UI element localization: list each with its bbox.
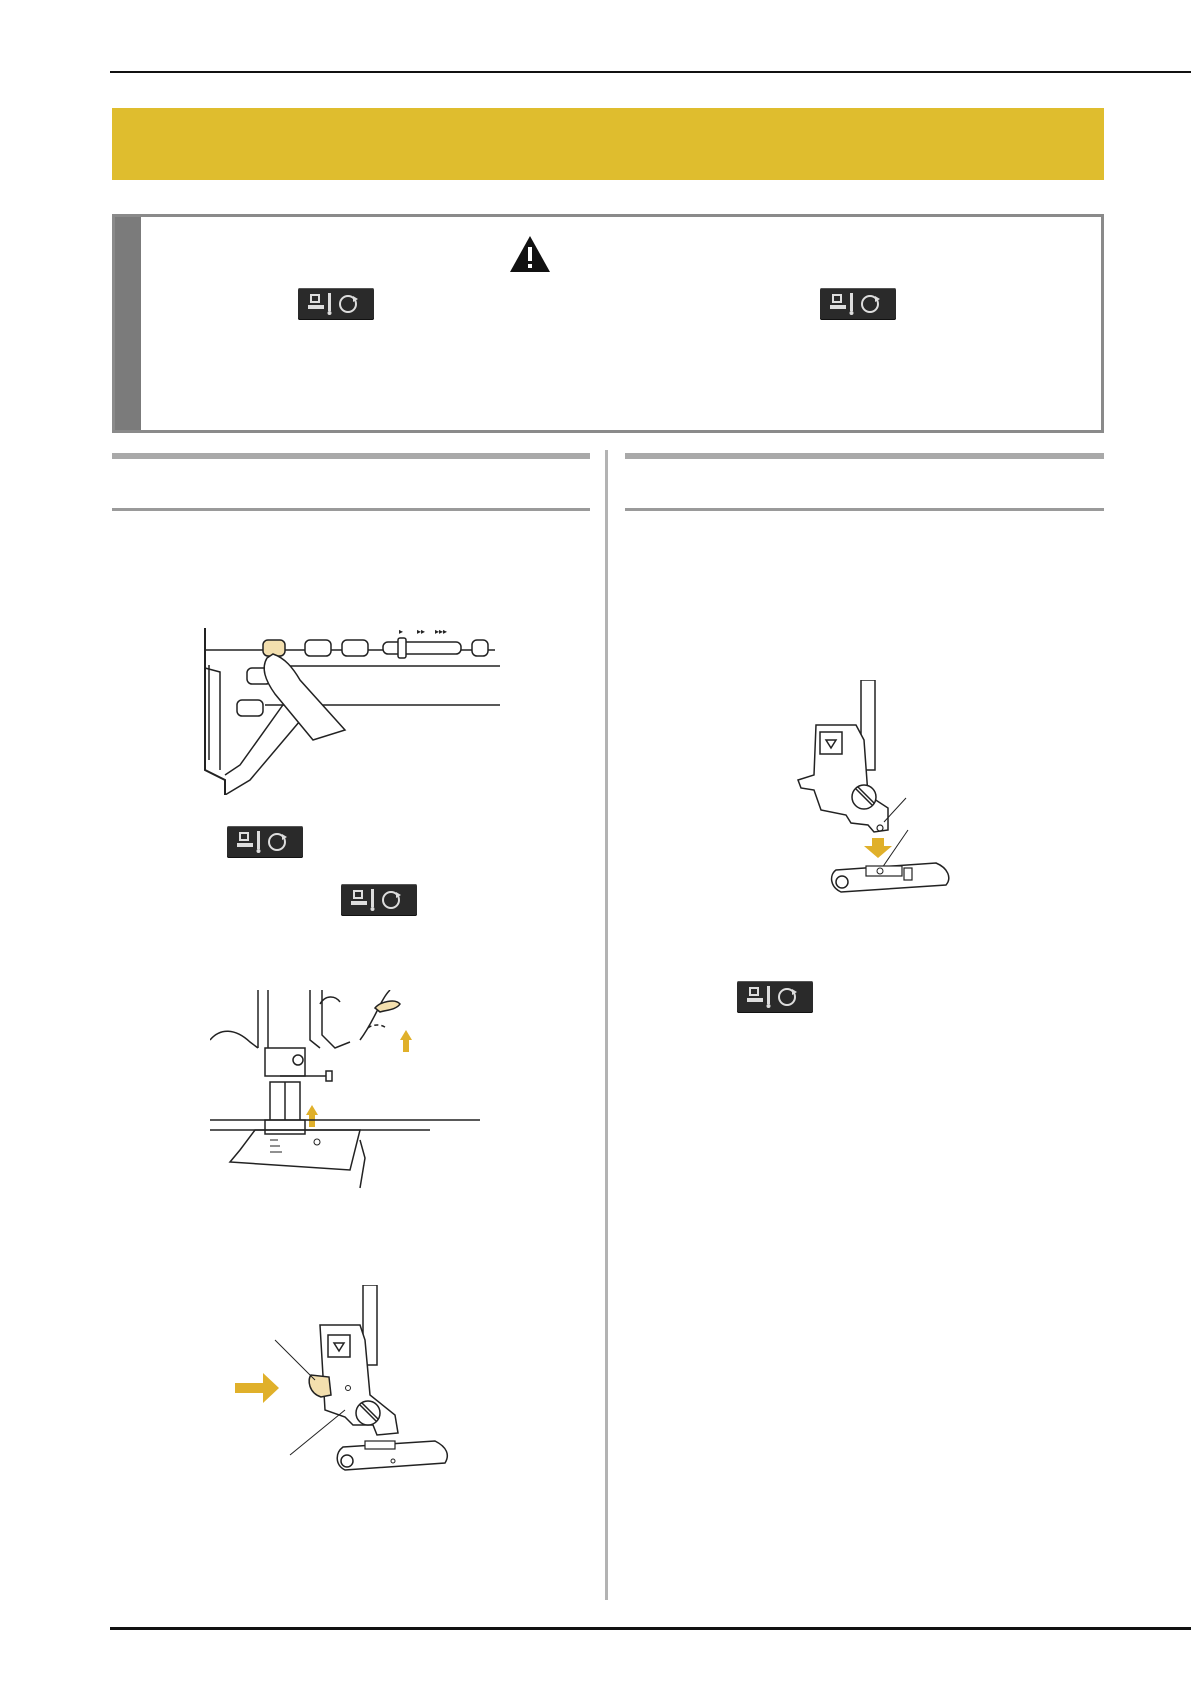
speed-mark-medium: ▸▸ bbox=[417, 627, 426, 636]
caution-side-bar bbox=[115, 217, 141, 430]
presser-foot-lever-raise-illustration bbox=[210, 990, 490, 1190]
left-section-heading-line bbox=[112, 508, 590, 511]
control-panel-press-illustration bbox=[195, 620, 515, 795]
top-rule bbox=[110, 71, 1191, 73]
warning-triangle-icon bbox=[508, 234, 552, 274]
column-divider bbox=[605, 450, 608, 1600]
presser-foot-exchange-key-icon bbox=[298, 288, 374, 320]
caution-box bbox=[112, 214, 1104, 433]
presser-foot-exchange-key-icon[interactable] bbox=[341, 884, 417, 916]
presser-foot-exchange-key-icon bbox=[820, 288, 896, 320]
speed-mark-fast: ▸▸▸ bbox=[435, 627, 448, 636]
speed-mark-slow: ▸ bbox=[399, 627, 404, 636]
bottom-rule bbox=[110, 1627, 1191, 1630]
right-section-heading-bar bbox=[625, 453, 1104, 459]
right-section-heading-line bbox=[625, 508, 1104, 511]
presser-foot-holder-release-illustration bbox=[235, 1285, 475, 1495]
section-title-banner bbox=[112, 108, 1104, 180]
left-section-heading-bar bbox=[112, 453, 590, 459]
presser-foot-exchange-key-icon[interactable] bbox=[737, 981, 813, 1013]
attach-presser-foot-illustration bbox=[796, 680, 996, 910]
finger bbox=[264, 654, 345, 740]
presser-foot-exchange-key-icon[interactable] bbox=[227, 826, 303, 858]
